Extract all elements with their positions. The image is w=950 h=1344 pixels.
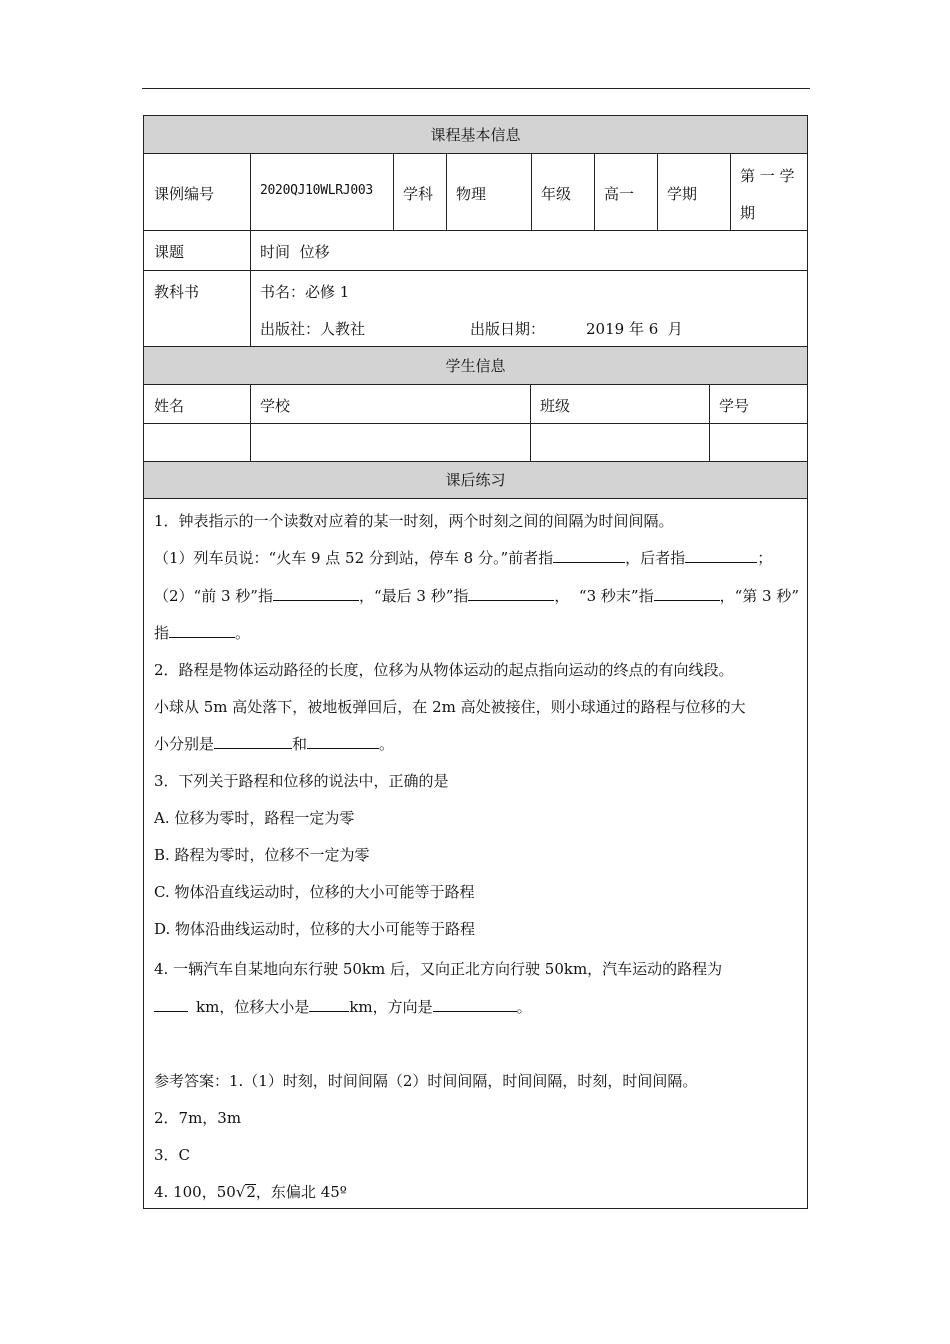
header-rule <box>142 88 810 89</box>
topic-label: 课题 <box>154 243 185 261</box>
question-text: 小分别是 <box>154 735 215 753</box>
section-title-student-info: 学生信息 <box>445 357 506 375</box>
question-text: 指 <box>154 624 170 642</box>
question-3-option-d[interactable]: D. 物体沿曲线运动时，位移的大小可能等于路程 <box>154 920 476 938</box>
lesson-document <box>143 115 808 1209</box>
question-4-line-2 <box>154 996 532 1017</box>
divider <box>730 154 731 230</box>
answer-blank[interactable] <box>309 997 349 1012</box>
question-text: km，方向是 <box>349 998 433 1016</box>
question-text: km，位移大小是 <box>196 998 310 1016</box>
divider <box>657 154 658 230</box>
divider <box>594 154 595 230</box>
divider <box>144 423 807 424</box>
grade-label: 年级 <box>541 185 572 203</box>
term-label: 学期 <box>667 185 698 203</box>
question-text: ， “3 秒末”指 <box>554 587 654 605</box>
subject-value: 物理 <box>456 185 487 203</box>
answer-blank[interactable] <box>685 548 757 563</box>
question-3-stem: 3．下列关于路程和位移的说法中，正确的是 <box>154 772 449 790</box>
answer-4 <box>154 1181 347 1202</box>
divider <box>144 230 807 231</box>
student-class-field[interactable] <box>532 425 708 459</box>
answer-blank[interactable] <box>307 734 379 749</box>
section-title-course-info: 课程基本信息 <box>430 126 521 144</box>
grade-value: 高一 <box>604 185 635 203</box>
question-text: 。 <box>379 735 395 753</box>
answer-blank[interactable] <box>154 997 188 1012</box>
answer-text: ，东偏北 45º <box>255 1183 347 1201</box>
student-class-label: 班级 <box>540 397 571 415</box>
question-text: ，后者指 <box>625 549 686 567</box>
divider <box>709 385 710 461</box>
question-4-line-1: 4. 一辆汽车自某地向东行驶 50km 后，又向正北方向行驶 50km，汽车运动的路程为 <box>154 960 723 978</box>
question-3-option-a[interactable]: A. 位移为零时，路程一定为零 <box>154 809 355 827</box>
question-text: （2）“前 3 秒”指 <box>154 587 273 605</box>
question-text: ，“最后 3 秒”指 <box>358 587 469 605</box>
subject-label: 学科 <box>403 185 434 203</box>
student-number-field[interactable] <box>711 425 806 459</box>
answer-text: 4. 100，50 <box>154 1183 236 1201</box>
answer-blank[interactable] <box>433 997 517 1012</box>
divider <box>393 154 394 230</box>
answer-blank[interactable] <box>214 734 292 749</box>
section-header-student-info <box>144 347 807 385</box>
divider <box>531 154 532 230</box>
textbook-label: 教科书 <box>154 283 200 301</box>
divider <box>250 385 251 461</box>
answer-2: 2．7m，3m <box>154 1109 242 1127</box>
section-header-course-info <box>144 116 807 154</box>
answer-blank[interactable] <box>553 548 625 563</box>
question-3-option-b[interactable]: B. 路程为零时，位移不一定为零 <box>154 846 370 864</box>
answer-blank[interactable] <box>654 586 720 601</box>
answer-3: 3．C <box>154 1146 191 1164</box>
course-id-label: 课例编号 <box>154 185 215 203</box>
answer-blank[interactable] <box>273 586 359 601</box>
question-text: 。 <box>235 624 251 642</box>
question-text: （1）列车员说：“火车 9 点 52 分到站，停车 8 分。”前者指 <box>154 549 554 567</box>
question-text: 。 <box>516 998 532 1016</box>
student-school-label: 学校 <box>260 397 291 415</box>
section-header-exercise <box>144 462 807 499</box>
answer-blank[interactable] <box>169 623 235 638</box>
divider <box>250 230 251 346</box>
divider <box>446 154 447 230</box>
question-2-line-3 <box>154 733 394 754</box>
student-number-label: 学号 <box>719 397 750 415</box>
question-2-line-1: 2．路程是物体运动路径的长度，位移为从物体运动的起点指向运动的终点的有向线段。 <box>154 661 734 679</box>
question-text: ； <box>757 549 773 567</box>
divider <box>250 154 251 230</box>
student-school-field[interactable] <box>252 425 529 459</box>
question-1-part-2 <box>154 585 799 606</box>
term-value-line1: 第 一 学 <box>740 167 795 185</box>
divider <box>530 385 531 461</box>
question-3-option-c[interactable]: C. 物体沿直线运动时，位移的大小可能等于路程 <box>154 883 475 901</box>
answer-1: 参考答案：1.（1）时刻，时间间隔（2）时间间隔，时间间隔，时刻，时间间隔。 <box>154 1072 698 1090</box>
section-title-exercise: 课后练习 <box>445 471 506 489</box>
publish-date-label: 出版日期： <box>470 320 546 338</box>
book-name: 书名：必修 1 <box>260 283 350 301</box>
term-value-line2: 期 <box>740 204 756 222</box>
student-name-field[interactable] <box>145 425 249 459</box>
divider <box>144 270 807 271</box>
publish-date-value: 2019 年 6 月 <box>586 320 683 338</box>
sqrt-symbol: √ <box>235 1183 246 1201</box>
question-text: ，“第 3 秒” <box>719 587 799 605</box>
question-text: 和 <box>292 735 308 753</box>
question-2-line-2: 小球从 5m 高处落下，被地板弹回后，在 2m 高处被接住，则小球通过的路程与位移的大 <box>154 698 746 716</box>
answer-blank[interactable] <box>468 586 554 601</box>
course-id-value: 2020QJ10WLRJ003 <box>260 183 373 198</box>
publisher: 出版社：人教社 <box>260 320 366 338</box>
question-1-intro: 1．钟表指示的一个读数对应着的某一时刻，两个时刻之间的间隔为时间间隔。 <box>154 512 674 530</box>
question-1-part-2-cont <box>154 622 250 643</box>
student-name-label: 姓名 <box>154 397 185 415</box>
topic-value: 时间 位移 <box>260 243 330 261</box>
question-1-part-1 <box>154 547 772 568</box>
sqrt-radicand: 2 <box>246 1183 256 1201</box>
